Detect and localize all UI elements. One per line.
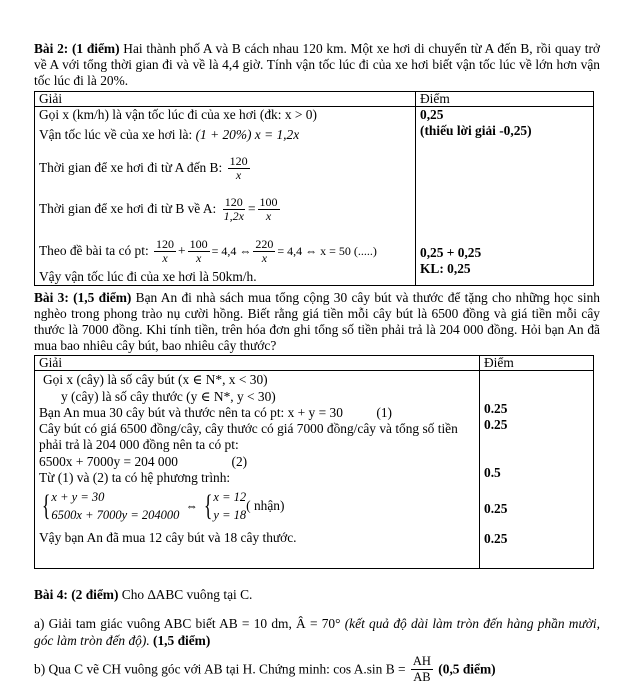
bai3-problem <box>34 290 600 354</box>
bai2-score-1: 0,25 <box>420 107 444 122</box>
bai3-equivalence-arrow: ⇔ <box>185 498 198 513</box>
bai2-line-5 <box>39 233 411 269</box>
bai3-solution-table <box>34 355 594 569</box>
bai2-heading: Bài 2: (1 điểm) <box>34 41 120 56</box>
bai2-line-5-fraction-1 <box>154 238 176 265</box>
bai2-line-5-mid: = 4,4 ⇔ <box>211 244 252 258</box>
bai4-part-a-score: (1,5 điểm) <box>149 633 211 648</box>
bai2-line-4-fraction-2 <box>258 196 280 223</box>
bai2-line-5-fraction-2 <box>188 238 210 265</box>
bai2-line-4-fraction-1 <box>222 196 246 223</box>
bai2-line-1: Gọi x (km/h) là vận tốc lúc đi của xe hơi (đk: x > 0) <box>39 107 317 122</box>
bai3-line-4: Cây bút có giá 6500 đồng/cây, cây thước có giá 7000 đồng/cây và tổng số tiền phải trả là 204 000 đồng nên ta có pt: <box>39 421 458 452</box>
bai3-system-1-eq-2: 6500x + 7000y = 204000 <box>51 508 180 522</box>
bai2-text: Hai thành phố A và B cách nhau 120 km. Một xe hơi di chuyển từ A đến B, rồi quay trở về A với tổng thời gian đi và về là 4,4 giờ. Tính vận tốc lúc đi của xe hơi biết vận tốc lúc về lớn hơn vận tốc lúc đi là 20%. <box>34 41 600 88</box>
bai3-line-6: Từ (1) và (2) ta có hệ phương trình: <box>39 470 231 485</box>
fraction-denominator: x <box>265 209 272 224</box>
fraction-numerator: 220 <box>255 237 274 252</box>
bai2-score-cell <box>416 107 594 286</box>
bai2-line-5-plus: + <box>178 243 186 258</box>
fraction-denominator: x <box>261 251 268 266</box>
fraction-denominator: 1,2x <box>223 209 244 224</box>
fraction-denominator: x <box>235 168 242 183</box>
bai4-part-a <box>34 615 600 649</box>
fraction-numerator: 120 <box>156 237 175 252</box>
left-brace-icon: { <box>41 489 51 522</box>
fraction-numerator: 120 <box>224 195 243 210</box>
bai2-line-3-text: Thời gian để xe hơi đi từ A đến B: <box>39 160 226 175</box>
bai3-score-3: 0.5 <box>484 465 501 480</box>
bai4-part-b-text: b) Qua C vẽ CH vuông góc với AB tại H. Chứng minh: cos A.sin B = <box>34 661 409 677</box>
bai2-line-2-math: (1 + 20%) x = 1,2x <box>195 127 300 142</box>
bai2-problem <box>34 41 600 89</box>
bai4-part-a-note: (kết quả độ dài làm tròn đến hàng phần mười, góc làm tròn đến độ). <box>34 616 600 648</box>
bai2-line-2 <box>39 123 411 147</box>
bai3-score-cell <box>480 371 594 569</box>
bai3-score-4: 0.25 <box>484 501 508 516</box>
bai4-part-b-score: (0,5 điểm) <box>434 661 496 677</box>
bai2-col-solution: Giải <box>35 92 416 107</box>
bai3-col-score: Điểm <box>480 356 594 371</box>
bai3-line-1: Gọi x (cây) là số cây bút (x ∈ N*, x < 30) <box>43 372 268 387</box>
bai2-line-6: Vậy vận tốc lúc đi của xe hơi là 50km/h. <box>39 269 257 284</box>
bai2-line-5-end: = 4,4 ⇔ x = 50 (.....) <box>277 244 377 258</box>
bai4-part-a-text: a) Giải tam giác vuông ABC biết AB = 10 dm, Â = 70° <box>34 616 345 631</box>
bai2-line-5-fraction-3 <box>253 238 275 265</box>
bai3-line-7: Vậy bạn An đã mua 12 cây bút và 18 cây thước. <box>39 530 297 545</box>
bai3-score-2: 0.25 <box>484 417 508 432</box>
bai2-solution-table <box>34 91 594 286</box>
bai2-line-4-eq: = <box>247 201 256 216</box>
bai4-heading: Bài 4: (2 điểm) <box>34 587 119 602</box>
bai2-line-3 <box>39 151 411 185</box>
bai3-line-3: Bạn An mua 30 cây bút và thước nên ta có pt: x + y = 30 (1) <box>39 405 392 420</box>
bai3-system-2 <box>213 488 246 524</box>
bai3-line-2: y (cây) là số cây thước (y ∈ N*, y < 30) <box>61 389 276 404</box>
bai2-col-score: Điểm <box>416 92 594 107</box>
bai4-part-b <box>34 654 600 685</box>
left-brace-icon: { <box>203 489 213 522</box>
bai3-col-solution: Giải <box>35 356 480 371</box>
bai2-line-4 <box>39 191 411 227</box>
bai3-system-1-eq-1: x + y = 30 <box>51 490 105 504</box>
fraction-numerator: 120 <box>229 154 248 169</box>
fraction-denominator: x <box>195 251 202 266</box>
fraction-denominator: AB <box>413 670 431 684</box>
bai2-score-4: KL: 0,25 <box>420 261 471 276</box>
bai3-system-2-eq-2: y = 18 <box>213 508 247 522</box>
bai3-solution-cell <box>35 371 480 569</box>
bai4-text: Cho ∆ABC vuông tại C. <box>118 587 253 602</box>
bai3-line-5: 6500x + 7000y = 204 000 (2) <box>39 454 248 469</box>
bai3-text: Bạn An đi nhà sách mua tổng cộng 30 cây bút và thước để tặng cho những học sinh nghèo trong phong trào nụ cười hồng. Biết rằng giá tiền mỗi cây bút là 6500 đồng và giá tiền mỗi cây thước là 7000 đồng. Khi tính tiền, trên hóa đơn ghi tổng số tiền phải trả là 204 000 đồng. Hỏi bạn An đã mua bao nhiêu cây bút, bao nhiêu cây thước? <box>34 290 600 353</box>
bai2-solution-cell <box>35 107 416 286</box>
bai3-equation-system <box>39 488 475 528</box>
bai2-line-2-text: Vận tốc lúc về của xe hơi là: <box>39 127 196 142</box>
bai2-line-4-text: Thời gian để xe hơi đi từ B về A: <box>39 201 220 216</box>
bai3-score-1: 0.25 <box>484 401 508 416</box>
bai3-system-2-eq-1: x = 12 <box>213 490 247 504</box>
bai3-system-note: ( nhận) <box>246 498 285 513</box>
fraction-numerator: AH <box>412 654 431 668</box>
bai3-system-1 <box>51 488 179 524</box>
bai4-problem <box>34 587 600 603</box>
bai2-line-3-fraction <box>228 155 250 182</box>
fraction-numerator: 100 <box>189 237 208 252</box>
bai3-score-5: 0.25 <box>484 531 508 546</box>
bai2-score-2: (thiếu lời giải -0,25) <box>420 123 532 138</box>
bai4-part-b-fraction <box>411 654 433 685</box>
bai2-score-3: 0,25 + 0,25 <box>420 245 482 260</box>
bai2-line-5-text: Theo đề bài ta có pt: <box>39 243 153 258</box>
fraction-numerator: 100 <box>259 195 278 210</box>
fraction-denominator: x <box>162 251 168 266</box>
bai3-heading: Bài 3: (1,5 điểm) <box>34 290 132 305</box>
